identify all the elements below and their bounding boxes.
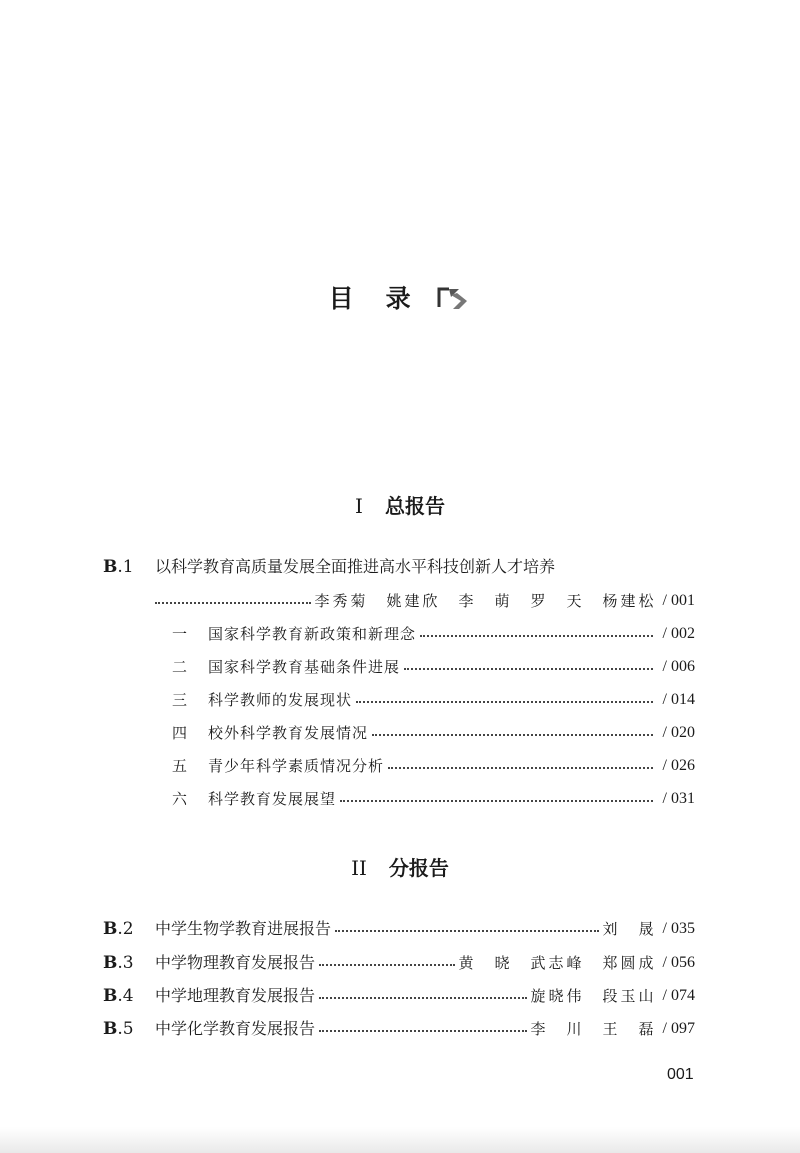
entry-authors: 旋晓伟 段玉山: [530, 987, 657, 1005]
entry-page: / 056: [662, 954, 695, 971]
dot-leader: [372, 734, 653, 736]
toc-entry-row[interactable]: [103, 950, 695, 976]
section-page: / 031: [662, 790, 695, 807]
section-number: 六: [172, 790, 188, 808]
section-page: / 006: [662, 658, 695, 675]
entry-code: B.5: [103, 1019, 134, 1039]
toc-entry-row[interactable]: [103, 983, 695, 1009]
section-title: 校外科学教育发展情况: [208, 724, 369, 742]
part-1-heading: [0, 490, 800, 519]
section-page: / 020: [662, 724, 695, 741]
entry-code: B.4: [103, 986, 134, 1006]
toc-section-row[interactable]: [172, 786, 695, 812]
section-title: 青少年科学素质情况分析: [208, 757, 385, 775]
toc-entry-row[interactable]: [103, 1016, 695, 1042]
part-2-title: 分报告: [388, 856, 449, 880]
section-title: 国家科学教育新政策和新理念: [208, 625, 417, 643]
toc-entry-row[interactable]: [103, 916, 695, 942]
dot-leader: [420, 635, 653, 637]
section-title: 科学教师的发展现状: [208, 691, 353, 709]
dot-leader: [319, 997, 527, 999]
dot-leader: [356, 701, 653, 703]
entry-title: 以科学教育高质量发展全面推进高水平科技创新人才培养: [155, 557, 556, 576]
part-2-heading: [0, 852, 800, 881]
entry-code: B.3: [103, 953, 134, 973]
entry-code: B.1: [103, 557, 134, 577]
bottom-shadow: [0, 1127, 800, 1153]
section-number: 一: [172, 625, 188, 643]
toc-title-char-2: 录: [385, 284, 413, 313]
toc-section-row[interactable]: [172, 654, 695, 680]
entry-authors: 黄 晓 武志峰 郑圆成: [458, 954, 657, 972]
toc-title: [0, 279, 800, 315]
entry-authors: 李秀菊 姚建欣 李 萌 罗 天 杨建松: [314, 592, 657, 610]
section-page: / 026: [662, 757, 695, 774]
entry-authors: 刘 晟: [602, 920, 657, 938]
toc-entry-b1-author-row[interactable]: [155, 588, 695, 614]
entry-page: / 097: [662, 1020, 695, 1037]
entry-title: 中学物理教育发展报告: [155, 953, 316, 972]
dot-leader: [340, 800, 653, 802]
part-1-title: 总报告: [384, 494, 445, 518]
toc-entry-b1-title-row[interactable]: [103, 554, 703, 580]
dot-leader: [319, 1030, 527, 1032]
part-1-numeral: I: [355, 494, 363, 518]
toc-title-char-1: 目: [328, 284, 356, 313]
entry-title: 中学地理教育发展报告: [155, 986, 316, 1005]
entry-authors: 李 川 王 磊: [530, 1020, 657, 1038]
entry-code: B.2: [103, 919, 134, 939]
dot-leader: [388, 767, 653, 769]
toc-section-row[interactable]: [172, 687, 695, 713]
entry-title: 中学生物学教育进展报告: [155, 919, 332, 938]
section-title: 科学教育发展展望: [208, 790, 337, 808]
toc-section-row[interactable]: [172, 720, 695, 746]
entry-page: / 001: [662, 592, 695, 609]
entry-page: / 074: [662, 987, 695, 1004]
toc-section-row[interactable]: [172, 621, 695, 647]
section-page: / 014: [662, 691, 695, 708]
dot-leader: [319, 964, 455, 966]
dot-leader: [335, 930, 599, 932]
toc-logo-icon: [437, 285, 471, 311]
section-page: / 002: [662, 625, 695, 642]
dot-leader: [155, 602, 311, 604]
section-number: 四: [172, 724, 188, 742]
dot-leader: [404, 668, 653, 670]
section-title: 国家科学教育基础条件进展: [208, 658, 401, 676]
section-number: 三: [172, 691, 188, 709]
section-number: 五: [172, 757, 188, 775]
section-number: 二: [172, 658, 188, 676]
page-number: 001: [667, 1066, 694, 1083]
part-2-numeral: II: [351, 856, 367, 880]
toc-section-row[interactable]: [172, 753, 695, 779]
entry-page: / 035: [662, 920, 695, 937]
entry-title: 中学化学教育发展报告: [155, 1019, 316, 1038]
